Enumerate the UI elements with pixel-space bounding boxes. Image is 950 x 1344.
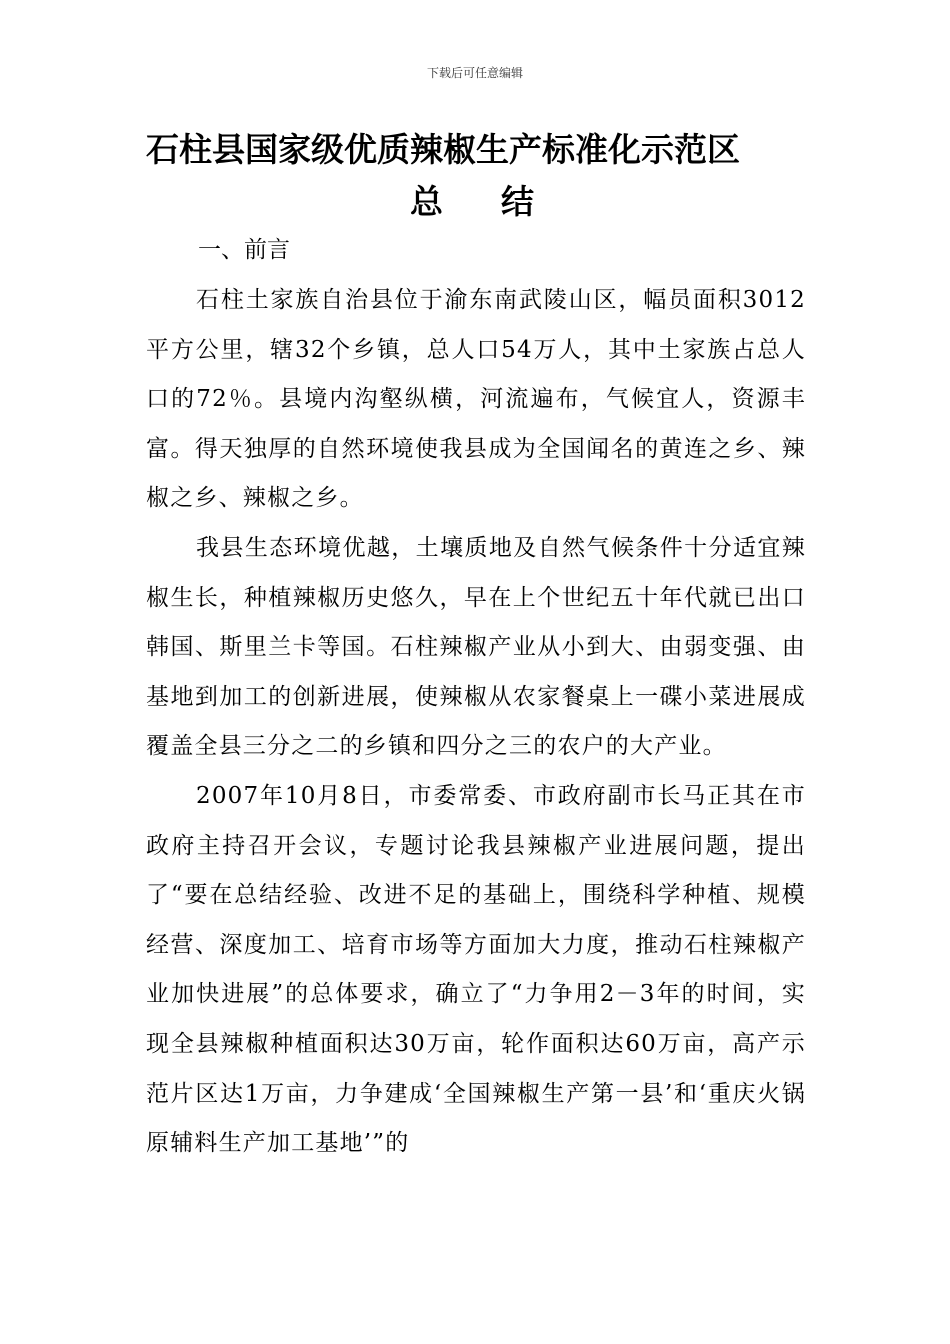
paragraph: 石柱土家族自治县位于渝东南武陵山区，幅员面积3012平方公里，辖32个乡镇，总人口54万人，其中土家族占总人口的72％。县境内沟壑纵横，河流遍布，气候宜人，资源丰富。得天独厚的自然环境使我县成为全国闻名的黄连之乡、辣椒之乡、辣椒之乡。	[146, 287, 806, 512]
section-heading: 一、前言	[198, 237, 290, 263]
paragraph: 我县生态环境优越，土壤质地及自然气候条件十分适宜辣椒生长，种植辣椒历史悠久，早在上个世纪五十年代就已出口韩国、斯里兰卡等国。石柱辣椒产业从小到大、由弱变强、由基地到加工的创新进展，使辣椒从农家餐桌上一碟小菜进展成覆盖全县三分之二的乡镇和四分之三的农户的大产业。	[146, 534, 806, 760]
document-title: 石柱县国家级优质辣椒生产标准化示范区	[146, 130, 740, 169]
body-text	[146, 276, 806, 1169]
header-note: 下载后可任意编辑	[426, 66, 523, 80]
document-subtitle: 总结	[410, 182, 592, 221]
paragraph: 2007年10月8日，市委常委、市政府副市长马正其在市政府主持召开会议，专题讨论我县辣椒产业进展问题，提出了“要在总结经验、改进不足的基础上，围绕科学种植、规模经营、深度加工、培育市场等方面加大力度，推动石柱辣椒产业加快进展”的总体要求，确立了“力争用2－3年的时间，实现全县辣椒种植面积达30万亩，轮作面积达60万亩，高产示范片区达1万亩，力争建成‘全国辣椒生产第一县’和‘重庆火锅原辅料生产加工基地’”的	[146, 782, 806, 1157]
